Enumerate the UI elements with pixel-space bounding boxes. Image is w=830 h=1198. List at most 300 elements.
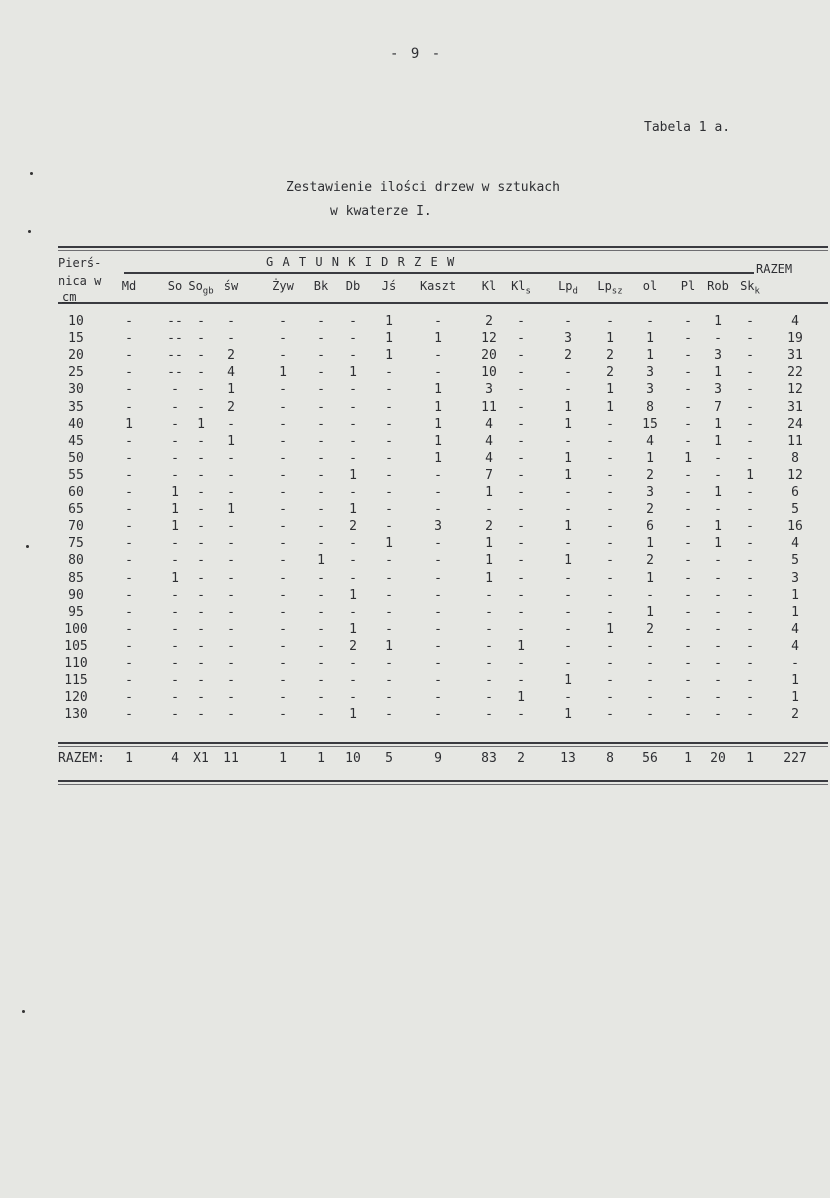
species-total-cell: 1 xyxy=(279,751,287,766)
table-cell: - xyxy=(517,348,525,364)
table-cell: - xyxy=(485,621,493,637)
diameter-cell: 105 xyxy=(64,638,88,654)
totals-top-rule-inner xyxy=(58,746,828,747)
table-cell: - xyxy=(197,502,205,518)
table-cell: - xyxy=(517,365,525,381)
table-cell: - xyxy=(171,587,179,603)
table-cell: - xyxy=(197,570,205,586)
diameter-cell: 10 xyxy=(68,314,84,329)
species-header-14 xyxy=(681,279,695,293)
table-cell: - xyxy=(646,314,654,329)
table-cell: 1 xyxy=(125,416,133,432)
table-cell: - xyxy=(197,382,205,398)
table-cell: - xyxy=(349,450,357,466)
table-cell: 1 xyxy=(606,331,614,347)
species-header-text: Żyw xyxy=(272,279,294,293)
table-cell: - xyxy=(197,656,205,671)
table-cell: -- xyxy=(167,365,183,381)
species-total-cell: 1 xyxy=(746,751,754,766)
table-cell: - xyxy=(279,382,287,398)
table-cell: 1 xyxy=(517,690,525,706)
table-cell: 1 xyxy=(349,621,357,637)
table-cell: - xyxy=(385,673,393,689)
table-cell: - xyxy=(227,536,235,552)
row-total-cell: 24 xyxy=(787,416,803,432)
table-cell: - xyxy=(227,519,235,535)
table-cell: 1 xyxy=(227,502,235,518)
table-cell: - xyxy=(279,502,287,518)
table-cell: - xyxy=(385,570,393,586)
diameter-cell: 100 xyxy=(64,621,88,637)
table-cell: 1 xyxy=(385,348,393,364)
table-cell: 7 xyxy=(714,399,722,415)
table-cell: - xyxy=(434,673,442,689)
species-header-text: Kl xyxy=(481,279,497,293)
table-bottom-rule-inner xyxy=(58,784,828,785)
table-cell: - xyxy=(714,673,722,689)
table-cell: - xyxy=(684,604,692,620)
species-header-subscript: sz xyxy=(611,286,623,297)
table-cell: 1 xyxy=(227,382,235,398)
table-cell: - xyxy=(385,485,393,500)
diameter-cell: 25 xyxy=(68,365,84,381)
table-cell: - xyxy=(684,331,692,347)
table-cell: 1 xyxy=(564,416,572,432)
table-cell: - xyxy=(197,433,205,449)
table-cell: - xyxy=(564,365,572,381)
table-cell: - xyxy=(606,314,614,329)
table-cell: 2 xyxy=(646,467,654,483)
species-total-cell: 1 xyxy=(317,751,325,766)
table-title: Zestawienie ilości drzew w sztukach xyxy=(286,180,560,195)
table-cell: - xyxy=(517,621,525,637)
table-cell: - xyxy=(125,656,133,671)
table-cell: - xyxy=(317,587,325,603)
table-cell: - xyxy=(746,638,754,654)
row-total-cell: 11 xyxy=(787,433,803,449)
table-cell: - xyxy=(517,707,525,723)
table-cell: - xyxy=(746,485,754,500)
table-cell: 3 xyxy=(564,331,572,347)
table-cell: 1 xyxy=(279,365,287,381)
table-cell: 1 xyxy=(517,638,525,654)
table-cell: 1 xyxy=(434,331,442,347)
table-cell: - xyxy=(227,485,235,500)
table-cell: - xyxy=(197,536,205,552)
table-cell: - xyxy=(517,502,525,518)
species-total-cell: 13 xyxy=(560,751,576,766)
table-cell: - xyxy=(684,416,692,432)
species-header-10 xyxy=(511,279,531,296)
table-cell: 1 xyxy=(646,570,654,586)
table-cell: - xyxy=(317,382,325,398)
table-cell: - xyxy=(125,399,133,415)
table-cell: - xyxy=(317,433,325,449)
table-cell: - xyxy=(746,450,754,466)
table-cell: - xyxy=(317,707,325,723)
table-cell: - xyxy=(434,638,442,654)
table-cell: - xyxy=(317,519,325,535)
page-number: - 9 - xyxy=(390,46,443,62)
row-total-cell: 4 xyxy=(791,536,799,552)
diameter-cell: 90 xyxy=(68,587,84,603)
table-cell: - xyxy=(349,553,357,569)
table-cell: - xyxy=(606,433,614,449)
table-cell: 2 xyxy=(485,314,493,329)
table-cell: - xyxy=(564,570,572,586)
table-cell: - xyxy=(125,365,133,381)
table-cell: 15 xyxy=(642,416,658,432)
table-cell: - xyxy=(746,331,754,347)
table-cell: -- xyxy=(167,348,183,364)
table-cell: 1 xyxy=(714,519,722,535)
table-cell: - xyxy=(684,587,692,603)
table-cell: - xyxy=(434,604,442,620)
table-cell: - xyxy=(746,707,754,723)
table-cell: - xyxy=(646,673,654,689)
table-cell: - xyxy=(197,314,205,329)
table-cell: - xyxy=(349,536,357,552)
table-cell: 1 xyxy=(564,553,572,569)
row-total-cell: 4 xyxy=(791,638,799,654)
table-cell: 1 xyxy=(434,450,442,466)
table-cell: - xyxy=(279,485,287,500)
table-cell: - xyxy=(317,331,325,347)
table-cell: - xyxy=(227,331,235,347)
table-cell: - xyxy=(684,485,692,500)
table-cell: - xyxy=(485,587,493,603)
table-cell: - xyxy=(564,382,572,398)
grand-total-cell: 227 xyxy=(783,751,807,766)
table-cell: - xyxy=(385,382,393,398)
table-cell: - xyxy=(684,467,692,483)
species-total-cell: 4 xyxy=(171,751,179,766)
table-cell: 1 xyxy=(197,416,205,432)
table-cell: 1 xyxy=(171,485,179,500)
table-cell: - xyxy=(317,690,325,706)
species-header-11 xyxy=(558,279,578,296)
table-cell: - xyxy=(517,485,525,500)
table-cell: - xyxy=(317,536,325,552)
table-top-rule xyxy=(58,246,828,248)
table-cell: 4 xyxy=(485,416,493,432)
row-total-cell: 2 xyxy=(791,707,799,723)
table-cell: - xyxy=(684,553,692,569)
table-cell: 1 xyxy=(564,673,572,689)
table-cell: 10 xyxy=(481,365,497,381)
table-cell: - xyxy=(517,519,525,535)
table-cell: - xyxy=(385,365,393,381)
table-cell: - xyxy=(227,621,235,637)
row-total-cell: 3 xyxy=(791,570,799,586)
table-cell: - xyxy=(517,314,525,329)
table-cell: 2 xyxy=(349,638,357,654)
table-cell: - xyxy=(684,570,692,586)
row-total-cell: - xyxy=(791,656,799,671)
species-header-2 xyxy=(188,279,213,296)
species-total-cell: 83 xyxy=(481,751,497,766)
diameter-cell: 110 xyxy=(64,656,88,671)
table-cell: - xyxy=(197,638,205,654)
species-header-subscript: gb xyxy=(202,286,214,297)
table-cell: 4 xyxy=(485,433,493,449)
table-cell: - xyxy=(684,314,692,329)
table-cell: - xyxy=(227,673,235,689)
table-cell: - xyxy=(746,433,754,449)
species-total-cell: 10 xyxy=(345,751,361,766)
table-cell: - xyxy=(197,673,205,689)
table-cell: - xyxy=(197,348,205,364)
table-cell: 1 xyxy=(646,331,654,347)
table-cell: - xyxy=(606,553,614,569)
table-cell: - xyxy=(317,365,325,381)
table-cell: - xyxy=(197,331,205,347)
table-cell: - xyxy=(434,348,442,364)
row-total-cell: 12 xyxy=(787,382,803,398)
table-cell: 3 xyxy=(714,348,722,364)
species-header-13 xyxy=(643,279,657,293)
species-header-9 xyxy=(482,279,496,293)
table-cell: 1 xyxy=(485,553,493,569)
table-cell: - xyxy=(125,348,133,364)
margin-mark xyxy=(30,172,33,175)
table-cell: 1 xyxy=(349,707,357,723)
table-cell: 4 xyxy=(646,433,654,449)
table-cell: - xyxy=(434,485,442,500)
table-cell: 2 xyxy=(606,348,614,364)
table-cell: - xyxy=(317,450,325,466)
table-cell: - xyxy=(714,656,722,671)
table-cell: 1 xyxy=(564,399,572,415)
table-cell: - xyxy=(606,690,614,706)
diameter-cell: 20 xyxy=(68,348,84,364)
table-cell: - xyxy=(746,416,754,432)
table-cell: - xyxy=(227,450,235,466)
species-header-text: Jś xyxy=(381,279,397,293)
row-total-cell: 22 xyxy=(787,365,803,381)
table-cell: - xyxy=(385,502,393,518)
table-cell: - xyxy=(564,638,572,654)
table-cell: - xyxy=(171,690,179,706)
table-cell: - xyxy=(714,553,722,569)
table-cell: - xyxy=(517,536,525,552)
table-cell: - xyxy=(125,587,133,603)
diameter-cell: 50 xyxy=(68,450,84,466)
table-cell: - xyxy=(125,621,133,637)
species-header-subscript: d xyxy=(572,286,578,297)
total-column-header: RAZEM xyxy=(756,262,793,276)
table-cell: - xyxy=(227,604,235,620)
table-cell: - xyxy=(279,433,287,449)
row-total-cell: 16 xyxy=(787,519,803,535)
diameter-header-line1: Pierś- xyxy=(58,256,102,270)
table-cell: - xyxy=(606,604,614,620)
table-cell: - xyxy=(606,416,614,432)
diameter-cell: 55 xyxy=(68,467,84,483)
table-cell: 1 xyxy=(385,314,393,329)
table-cell: - xyxy=(171,604,179,620)
table-cell: - xyxy=(197,365,205,381)
diameter-header-line3: cm xyxy=(62,290,77,304)
table-cell: - xyxy=(125,450,133,466)
table-cell: - xyxy=(197,604,205,620)
table-cell: 1 xyxy=(564,467,572,483)
table-cell: - xyxy=(349,331,357,347)
table-cell: - xyxy=(564,485,572,500)
table-cell: - xyxy=(606,485,614,500)
margin-mark xyxy=(28,230,31,233)
species-header-5 xyxy=(314,279,328,293)
table-cell: - xyxy=(197,587,205,603)
table-cell: - xyxy=(434,502,442,518)
table-cell: - xyxy=(485,604,493,620)
table-cell: - xyxy=(564,621,572,637)
table-cell: 1 xyxy=(564,707,572,723)
table-cell: -- xyxy=(167,331,183,347)
table-cell: - xyxy=(171,553,179,569)
table-cell: 3 xyxy=(714,382,722,398)
diameter-cell: 45 xyxy=(68,433,84,449)
table-cell: - xyxy=(746,570,754,586)
row-total-cell: 19 xyxy=(787,331,803,347)
table-cell: - xyxy=(684,690,692,706)
table-cell: - xyxy=(385,604,393,620)
row-total-cell: 1 xyxy=(791,604,799,620)
table-cell: - xyxy=(349,416,357,432)
species-header-text: So xyxy=(188,279,203,293)
table-cell: 1 xyxy=(714,416,722,432)
table-cell: - xyxy=(684,656,692,671)
table-cell: - xyxy=(125,690,133,706)
table-subtitle: w kwaterze I. xyxy=(330,204,432,219)
diameter-cell: 35 xyxy=(68,399,84,415)
table-cell: - xyxy=(125,382,133,398)
table-cell: 1 xyxy=(714,314,722,329)
table-cell: - xyxy=(125,467,133,483)
table-cell: - xyxy=(434,656,442,671)
table-cell: - xyxy=(349,399,357,415)
table-cell: - xyxy=(517,399,525,415)
diameter-cell: 130 xyxy=(64,707,88,723)
species-header-text: św xyxy=(223,279,239,293)
table-cell: - xyxy=(279,519,287,535)
diameter-cell: 15 xyxy=(68,331,84,347)
table-cell: - xyxy=(714,587,722,603)
species-header-text: Db xyxy=(345,279,361,293)
table-cell: - xyxy=(317,502,325,518)
species-header-12 xyxy=(597,279,622,296)
table-cell: 1 xyxy=(171,519,179,535)
row-total-cell: 5 xyxy=(791,553,799,569)
table-cell: - xyxy=(517,587,525,603)
table-cell: - xyxy=(125,331,133,347)
table-cell: - xyxy=(385,656,393,671)
table-cell: - xyxy=(746,656,754,671)
table-cell: - xyxy=(434,707,442,723)
table-cell: - xyxy=(125,502,133,518)
table-cell: - xyxy=(517,656,525,671)
table-cell: - xyxy=(227,467,235,483)
table-cell: 1 xyxy=(646,536,654,552)
table-cell: 2 xyxy=(485,519,493,535)
table-cell: 3 xyxy=(434,519,442,535)
table-cell: - xyxy=(279,621,287,637)
species-header-text: Bk xyxy=(313,279,329,293)
table-cell: - xyxy=(197,399,205,415)
species-total-cell: 56 xyxy=(642,751,658,766)
table-cell: - xyxy=(606,638,614,654)
table-cell: 1 xyxy=(646,604,654,620)
table-cell: - xyxy=(606,467,614,483)
table-cell: - xyxy=(227,707,235,723)
table-cell: - xyxy=(171,621,179,637)
species-header-1 xyxy=(168,279,182,293)
table-cell: - xyxy=(349,656,357,671)
table-cell: 1 xyxy=(227,433,235,449)
table-cell: - xyxy=(746,690,754,706)
table-cell: - xyxy=(227,587,235,603)
species-header-16 xyxy=(740,279,760,296)
table-cell: - xyxy=(746,348,754,364)
row-total-cell: 1 xyxy=(791,673,799,689)
table-cell: - xyxy=(385,399,393,415)
species-header-7 xyxy=(382,279,396,293)
table-cell: - xyxy=(564,433,572,449)
table-cell: - xyxy=(746,673,754,689)
table-cell: 1 xyxy=(434,399,442,415)
table-cell: 1 xyxy=(317,553,325,569)
diameter-cell: 75 xyxy=(68,536,84,552)
table-cell: - xyxy=(746,621,754,637)
table-cell: - xyxy=(385,467,393,483)
species-header-text: Sk xyxy=(740,279,755,293)
table-cell: 1 xyxy=(606,399,614,415)
table-cell: - xyxy=(714,604,722,620)
table-cell: - xyxy=(349,314,357,329)
table-cell: - xyxy=(517,416,525,432)
table-cell: - xyxy=(714,331,722,347)
diameter-cell: 40 xyxy=(68,416,84,432)
table-cell: 12 xyxy=(481,331,497,347)
table-cell: - xyxy=(125,673,133,689)
table-cell: - xyxy=(197,519,205,535)
table-cell: - xyxy=(684,365,692,381)
table-cell: - xyxy=(606,673,614,689)
table-cell: 1 xyxy=(684,450,692,466)
diameter-cell: 120 xyxy=(64,690,88,706)
table-cell: - xyxy=(485,656,493,671)
table-cell: - xyxy=(485,690,493,706)
table-cell: 1 xyxy=(606,382,614,398)
table-cell: - xyxy=(197,707,205,723)
table-cell: - xyxy=(684,399,692,415)
table-cell: - xyxy=(517,570,525,586)
table-cell: - xyxy=(746,502,754,518)
species-total-cell: 1 xyxy=(125,751,133,766)
table-cell: - xyxy=(171,382,179,398)
species-header-text: Md xyxy=(121,279,137,293)
table-cell: 11 xyxy=(481,399,497,415)
table-cell: - xyxy=(606,519,614,535)
table-cell: - xyxy=(317,314,325,329)
table-cell: - xyxy=(564,502,572,518)
table-cell: 1 xyxy=(606,621,614,637)
table-cell: 1 xyxy=(434,416,442,432)
species-header-text: So xyxy=(167,279,183,293)
table-cell: - xyxy=(385,587,393,603)
table-cell: - xyxy=(746,365,754,381)
table-cell: - xyxy=(684,638,692,654)
